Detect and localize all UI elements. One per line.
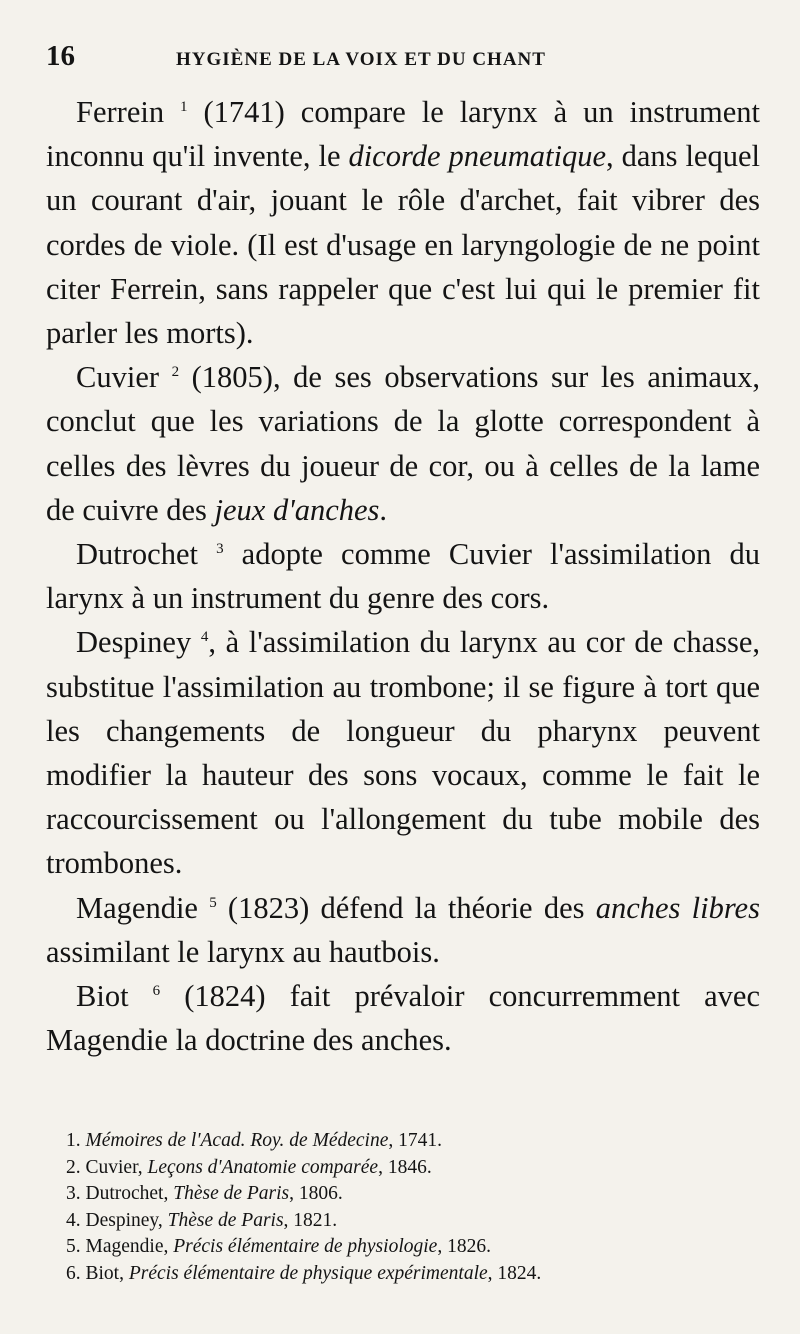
running-title: HYGIÈNE DE LA VOIX ET DU CHANT	[176, 49, 546, 70]
footnote	[66, 1208, 762, 1235]
body-text	[46, 90, 760, 1062]
italic-text: Précis élémentaire de physique expérimentale	[128, 1262, 488, 1284]
paragraph	[46, 974, 760, 1062]
italic-text: Mémoires de l'Acad. Roy. de Médecine	[85, 1130, 389, 1151]
italic-text: Précis élémentaire de physiologie	[173, 1236, 438, 1257]
footnote	[66, 1234, 762, 1261]
paragraph	[46, 90, 760, 355]
text-run: , 1806.	[289, 1183, 343, 1204]
italic-text: dicorde pneumatique	[348, 139, 606, 174]
footnote	[66, 1261, 762, 1288]
text-run: assimilant le larynx au hautbois.	[46, 934, 440, 969]
text-run: , 1821.	[283, 1209, 338, 1231]
text-run: adopte comme Cuvier l'assimilation du larynx à un instrument du genre des cors.	[46, 537, 760, 616]
text-run: Dutrochet	[76, 537, 217, 572]
paragraph	[46, 886, 760, 974]
text-run: Cuvier	[76, 360, 172, 395]
footnote	[66, 1128, 762, 1155]
footnote-ref: 2	[171, 364, 180, 381]
paragraph	[46, 620, 760, 885]
page-header	[46, 40, 760, 76]
footnote	[66, 1155, 762, 1182]
text-run: , dans lequel un courant d'air, jouant le rôle d'archet, fait vibrer des cordes de viole. (Il est d'usage en laryngologie de ne point citer Ferrein, sans rappeler que c'est lui qui le premier fit parler les morts).	[46, 139, 760, 351]
text-run: , à l'assimilation du larynx au cor de chasse, substitue l'assimilation au trombone; il se figure à tort que les changements de longueur du pharynx peuvent modifier la hauteur des sons vocaux, comme le fait le raccourcissement ou l'allongement du tube mobile des trombones.	[46, 625, 761, 881]
footnote-ref: 1	[180, 98, 188, 115]
text-run: , 1824.	[487, 1262, 542, 1284]
text-run: 1.	[66, 1130, 86, 1151]
text-run: Magendie	[76, 890, 210, 925]
italic-text: Thèse de Paris	[173, 1183, 290, 1204]
footnote-ref: 5	[209, 894, 217, 911]
italic-text: Leçons d'Anatomie comparée	[147, 1156, 379, 1178]
text-run: 5. Magendie,	[66, 1236, 174, 1257]
text-run: 3. Dutrochet,	[66, 1183, 174, 1204]
italic-text: Thèse de Paris	[167, 1209, 284, 1231]
text-run: (1823) défend la théorie des	[216, 890, 596, 925]
paragraph	[46, 532, 760, 620]
page-number: 16	[46, 40, 75, 72]
footnote-ref: 3	[216, 540, 224, 557]
text-run: Biot	[76, 979, 153, 1014]
italic-text: jeux d'anches	[214, 492, 380, 527]
footnote-ref: 4	[200, 629, 209, 646]
footnote-ref: 6	[152, 982, 161, 999]
paragraph	[46, 355, 760, 532]
footnote	[66, 1181, 762, 1208]
text-run: (1805), de ses observations sur les animaux, conclut que les variations de la glotte correspondent à celles des lèvres du joueur de cor, ou à celles de la lame de cuivre des	[46, 360, 760, 527]
footnotes	[66, 1128, 762, 1287]
text-run: , 1826.	[437, 1236, 491, 1257]
text-run: , 1846.	[378, 1156, 432, 1178]
text-run: .	[379, 492, 388, 527]
text-run: (1741) compare le larynx à un instrument inconnu qu'il invente, le	[46, 95, 761, 174]
text-run: 2. Cuvier,	[66, 1156, 148, 1178]
text-run: 6. Biot,	[66, 1262, 129, 1284]
text-run: 4. Despiney,	[66, 1209, 168, 1231]
text-run: Despiney	[76, 625, 201, 660]
text-run: Ferrein	[76, 95, 181, 129]
text-run: , 1741.	[388, 1130, 442, 1151]
italic-text: anches libres	[595, 890, 760, 925]
text-run: (1824) fait prévaloir concurremment avec Magendie la doctrine des anches.	[46, 979, 760, 1058]
